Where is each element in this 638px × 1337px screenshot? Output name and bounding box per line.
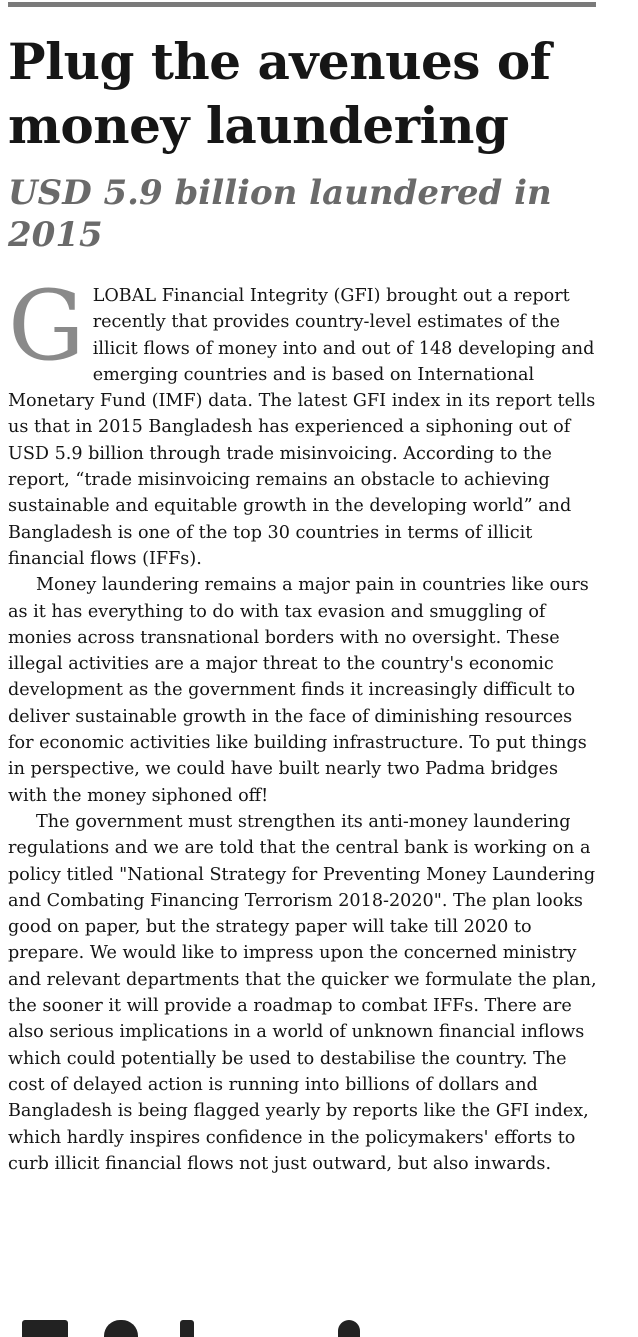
next-headline-fragment: [8, 1316, 628, 1337]
article-body: [8, 270, 598, 1177]
paragraph-3: The government must strengthen its anti-money laundering regulations and we are told that the central bank is working on a policy titled "National Strategy for Preventing Money Laundering and Combating Financing Terrorism 2018-2020". The plan looks good on paper, but the strategy paper will take till 2020 to prepare. We would like to impress upon the concerned ministry and relevant departments that the quicker we formulate the plan, the sooner it will provide a roadmap to combat IFFs. There are also serious implications in a world of unknown financial inflows which could potentially be used to destabilise the country. The cost of delayed action is running into billions of dollars and Bangladesh is being flagged yearly by reports like the GFI index, which hardly inspires confidence in the policymakers' efforts to curb illicit financial flows not just outward, but also inwards.: [8, 811, 597, 1174]
top-rule: [8, 2, 596, 7]
subheadline: USD 5.9 billion laundered in 2015: [8, 173, 552, 255]
paragraph-2: Money laundering remains a major pain in countries like ours as it has everything to do with tax evasion and smuggling of monies across transnational borders with no oversight. These illegal activities are a major threat to the country's economic development as the government finds it increasingly difficult to deliver sustainable growth in the face of diminishing resources for economic activities like building infrastructure. To put things in perspective, we could have built nearly two Padma bridges with the money siphoned off!: [8, 575, 589, 806]
paragraph-1: [8, 270, 598, 572]
drop-cap: G: [8, 270, 85, 382]
paragraph-1-text: LOBAL Financial Integrity (GFI) brought out a report recently that provides country-level estimates of the illicit flows of money into and out of 148 developing and emerging countries and is based on International Monetary Fund (IMF) data. The latest GFI index in its report tells us that in 2015 Bangladesh has experienced a siphoning out of USD 5.9 billion through trade misinvoicing. According to the report, “trade misinvoicing remains an obstacle to achieving sustainable and equitable growth in the developing world” and Bangladesh is one of the top 30 countries in terms of illicit financial flows (IFFs).: [8, 286, 596, 569]
headline: Plug the avenues of money laundering: [8, 32, 551, 155]
